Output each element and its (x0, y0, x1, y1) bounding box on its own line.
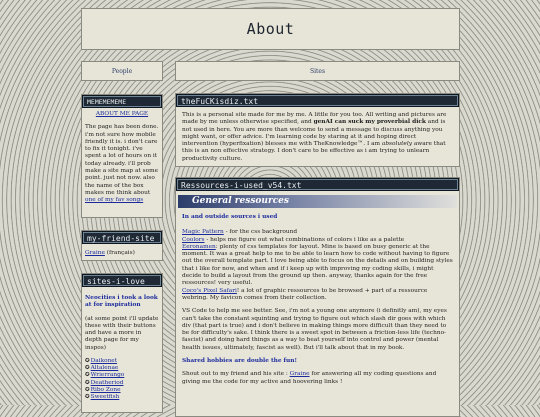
site-link[interactable]: Altalenae (90, 365, 119, 372)
banner-label: General ressources (192, 196, 289, 206)
shoutout-paragraph: Shout out to my friend and his site : Graine for answering all my coding questions and giving me the code for my active and hoovering links ! (182, 371, 437, 385)
star-icon: ✪ (85, 379, 90, 386)
general-ressources-banner (178, 195, 457, 208)
site-link[interactable]: Daikonet (90, 358, 118, 365)
nav-people-label: People (111, 67, 133, 75)
me-box (81, 94, 163, 218)
friend-site-lang: (français) (104, 250, 135, 256)
about-text-title: theFuCKisdiz.txt (176, 94, 459, 107)
friend-site-box (81, 230, 163, 261)
sites-i-love-box (81, 273, 163, 413)
about-me-link[interactable]: ABOUT ME PAGE (95, 111, 149, 117)
page-title: About (246, 20, 295, 38)
me-box-text: The page has been done. i'm not sure how mobile friendly it is. i don't care to fix it tonight. i've spent a lot of hours on it today already. i'll prob make a site map at some point. just not now. also the name of the box makes me think about (85, 124, 159, 196)
resource-link[interactable]: Eeronamen (182, 243, 216, 250)
star-icon: ✪ (85, 372, 90, 379)
list-item (85, 394, 159, 401)
sites-i-love-title: sites-i-love (82, 274, 162, 287)
shared-hobbies-heading: Shared hobbies are double the fun! (182, 358, 298, 365)
resources-title: Ressources-i-used_v54.txt (176, 178, 459, 191)
resources-box (175, 177, 460, 417)
star-icon: ✪ (85, 386, 90, 393)
site-link[interactable]: Wrierrango (90, 372, 125, 379)
list-item (85, 387, 159, 394)
vscode-paragraph: VS Code to help me see better. See, i'm not a young one anymore (i definitly am), my eyes can't take the constant squinting and trying to figure out which slash dir goes with which div (that part is true) and i don't believe in making things more difficult than they need to be for difficulty's sake. I think there is a sweet spot in between a friction-less life (techno-fascist) and doing hard things as a way to beat yourself into control and power (mental health issues, ultimately, fascist as well). But i'll talk about that in my book. (182, 308, 447, 351)
friend-site-title: my-friend-site (82, 231, 162, 244)
nav-people[interactable] (81, 61, 163, 81)
me-box-title: MEMEMEMEME (82, 95, 162, 108)
site-link[interactable]: Sweetfish (90, 394, 120, 401)
resource-link[interactable]: Coolors (182, 236, 205, 243)
resource-item: Magic Pattern - for the css background (182, 229, 298, 236)
page-header (81, 8, 460, 50)
sites-i-love-note: (at some point i'll update these with their buttons and have a more in depth page for my inspos) (85, 315, 159, 351)
shoutout-link[interactable]: Graine (289, 371, 310, 378)
resource-link[interactable]: Magic Pattern (182, 229, 224, 236)
resource-link[interactable]: Coco's Pixel Safari (182, 287, 237, 294)
star-icon: ✪ (85, 365, 90, 372)
about-text-box (175, 93, 460, 167)
site-link[interactable]: Deatheriod (90, 379, 124, 386)
star-icon: ✪ (85, 358, 90, 365)
fav-song-link[interactable]: one of my fav songs (85, 197, 144, 204)
resource-item: Eeronamen: plenty of css templates for layout. Mine is based on busy generic at the moment. It was a great help to me to be able to learn how to code without having to figure out the overall template part. I love being able to focus on the details and on building styles that i like for now, and when and if i keep up with improving my coding skills, i might decide to build a layout from the ground up then. anyway, thanks again for the free ressources! very useful. (182, 243, 453, 287)
resource-item: Coco's Pixel Safari! a lot of graphic ressources to be browsed + part of a ressource webring. My favicon comes from their collection. (182, 287, 428, 301)
about-paragraph: This is a personal site made for me by me. A little for you too. All writing and pictures are made by me unless otherwise specified, and genAI can suck my proverbial dick and is not used in here. You are more than welcome to send a message to discuss anything you might want, or offer advice. I'm learning code by staring at it and hoping direct intervention (hyperfixation) blesses me with TheKnowledge™. I am absolutely aware that this is an non effective strategy. I don't care to be effective as i am trying to unlearn productivity culture. (182, 112, 447, 162)
resource-item: Coolors - helps me figure out what combinations of colors i like as a palette (182, 236, 405, 243)
list-item (85, 372, 159, 379)
nav-sites[interactable] (175, 61, 460, 81)
list-item (85, 380, 159, 387)
site-link[interactable]: Ribo Zone (90, 386, 121, 393)
friend-site-link[interactable]: Graine (85, 250, 105, 256)
resources-subheading: In and outside sources i used (182, 214, 278, 220)
nav-sites-label: Sites (309, 67, 326, 75)
star-icon: ✪ (85, 394, 90, 401)
sites-list (85, 358, 159, 401)
sites-i-love-heading: Neocities i took a look at for inspiration (85, 295, 158, 309)
